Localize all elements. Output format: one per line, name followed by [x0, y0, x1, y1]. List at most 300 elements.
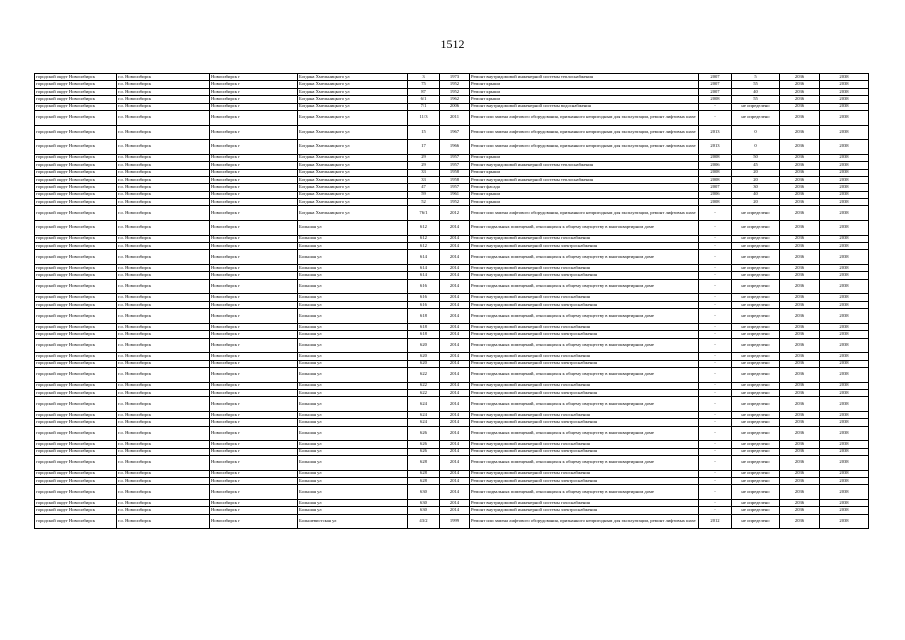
plan-start-year-cell: 2036	[780, 199, 820, 206]
street-cell: Большая ул	[298, 272, 408, 279]
house-number-cell: 624	[408, 419, 440, 426]
last-repair-year-cell: -	[699, 265, 732, 272]
street-cell: Богдана Хмельницкого ул	[298, 81, 408, 88]
house-number-cell: 622	[408, 389, 440, 396]
settlement-cell: г.о. Новосибирск	[117, 500, 210, 507]
wear-percent-cell: не определено	[732, 221, 780, 236]
street-cell: Большая ул	[298, 323, 408, 330]
table-row	[35, 265, 869, 272]
municipality-cell: городской округ Новосибирск	[35, 191, 117, 198]
build-year-cell: 2011	[440, 110, 470, 125]
plan-end-year-cell: 2038	[820, 96, 869, 103]
plan-end-year-cell: 2038	[820, 448, 869, 455]
municipality-cell: городской округ Новосибирск	[35, 154, 117, 161]
build-year-cell: 1952	[440, 88, 470, 95]
municipality-cell: городской округ Новосибирск	[35, 514, 117, 529]
plan-end-year-cell: 2038	[820, 110, 869, 125]
street-cell: Большая ул	[298, 243, 408, 250]
work-type-cell: Ремонт внутридомовой инженерной системы газоснабжения	[470, 382, 699, 389]
wear-percent-cell: не определено	[732, 103, 780, 110]
work-type-cell: Ремонт крыши	[470, 154, 699, 161]
street-cell: Богдана Хмельницкого ул	[298, 191, 408, 198]
municipality-cell: городской округ Новосибирск	[35, 426, 117, 441]
city-cell: Новосибирск г	[210, 426, 298, 441]
table-row	[35, 154, 869, 161]
wear-percent-cell: 20	[732, 169, 780, 176]
plan-end-year-cell: 2038	[820, 301, 869, 308]
street-cell: Большая ул	[298, 294, 408, 301]
municipality-cell: городской округ Новосибирск	[35, 162, 117, 169]
wear-percent-cell: 20	[732, 176, 780, 183]
plan-start-year-cell: 2036	[780, 96, 820, 103]
plan-start-year-cell: 2036	[780, 103, 820, 110]
last-repair-year-cell: -	[699, 235, 732, 242]
build-year-cell: 1952	[440, 81, 470, 88]
table-row	[35, 426, 869, 441]
plan-end-year-cell: 2038	[820, 456, 869, 471]
wear-percent-cell: не определено	[732, 272, 780, 279]
page-number: 1512	[440, 37, 465, 51]
plan-end-year-cell: 2038	[820, 419, 869, 426]
street-cell: Богдана Хмельницкого ул	[298, 162, 408, 169]
build-year-cell: 2014	[440, 500, 470, 507]
plan-end-year-cell: 2038	[820, 81, 869, 88]
house-number-cell: 7/1	[408, 103, 440, 110]
work-type-cell: Ремонт внутридомовой инженерной системы электроснабжения	[470, 301, 699, 308]
table-row	[35, 169, 869, 176]
build-year-cell: 2014	[440, 485, 470, 500]
build-year-cell: 2014	[440, 272, 470, 279]
plan-start-year-cell: 2036	[780, 235, 820, 242]
last-repair-year-cell: 2007	[699, 88, 732, 95]
build-year-cell: 1958	[440, 169, 470, 176]
last-repair-year-cell: -	[699, 485, 732, 500]
plan-end-year-cell: 2038	[820, 154, 869, 161]
municipality-cell: городской округ Новосибирск	[35, 125, 117, 140]
plan-end-year-cell: 2038	[820, 353, 869, 360]
plan-start-year-cell: 2036	[780, 507, 820, 514]
work-type-cell: Ремонт внутридомовой инженерной системы электроснабжения	[470, 478, 699, 485]
house-number-cell: 29	[408, 162, 440, 169]
table-row	[35, 184, 869, 191]
street-cell: Большевистская ул	[298, 514, 408, 529]
table-row	[35, 389, 869, 396]
build-year-cell: 2014	[440, 419, 470, 426]
street-cell: Большая ул	[298, 353, 408, 360]
street-cell: Богдана Хмельницкого ул	[298, 103, 408, 110]
last-repair-year-cell: -	[699, 448, 732, 455]
last-repair-year-cell: 2008	[699, 176, 732, 183]
city-cell: Новосибирск г	[210, 367, 298, 382]
city-cell: Новосибирск г	[210, 382, 298, 389]
street-cell: Богдана Хмельницкого ул	[298, 74, 408, 81]
work-type-cell: Ремонт подвальных помещений, относящихся к общему имуществу в многоквартирном доме	[470, 338, 699, 353]
municipality-cell: городской округ Новосибирск	[35, 441, 117, 448]
street-cell: Большая ул	[298, 367, 408, 382]
plan-start-year-cell: 2036	[780, 367, 820, 382]
plan-end-year-cell: 2038	[820, 411, 869, 418]
plan-end-year-cell: 2038	[820, 323, 869, 330]
plan-start-year-cell: 2036	[780, 411, 820, 418]
street-cell: Большая ул	[298, 389, 408, 396]
table-row	[35, 470, 869, 477]
wear-percent-cell: не определено	[732, 323, 780, 330]
build-year-cell: 1961	[440, 191, 470, 198]
plan-end-year-cell: 2038	[820, 470, 869, 477]
last-repair-year-cell: -	[699, 323, 732, 330]
plan-end-year-cell: 2038	[820, 265, 869, 272]
city-cell: Новосибирск г	[210, 338, 298, 353]
street-cell: Большая ул	[298, 360, 408, 367]
house-number-cell: 618	[408, 331, 440, 338]
build-year-cell: 1999	[440, 514, 470, 529]
plan-end-year-cell: 2038	[820, 221, 869, 236]
municipality-cell: городской округ Новосибирск	[35, 103, 117, 110]
house-number-cell: 614	[408, 272, 440, 279]
plan-start-year-cell: 2036	[780, 382, 820, 389]
wear-percent-cell: 50	[732, 154, 780, 161]
settlement-cell: г.о. Новосибирск	[117, 199, 210, 206]
build-year-cell: 1967	[440, 125, 470, 140]
work-type-cell: Ремонт подвальных помещений, относящихся к общему имуществу в многоквартирном доме	[470, 221, 699, 236]
street-cell: Богдана Хмельницкого ул	[298, 184, 408, 191]
build-year-cell: 1957	[440, 184, 470, 191]
municipality-cell: городской округ Новосибирск	[35, 331, 117, 338]
work-type-cell: Ремонт подвальных помещений, относящихся к общему имуществу в многоквартирном доме	[470, 250, 699, 265]
plan-start-year-cell: 2036	[780, 221, 820, 236]
street-cell: Большая ул	[298, 221, 408, 236]
municipality-cell: городской округ Новосибирск	[35, 184, 117, 191]
work-type-cell: Ремонт крыши	[470, 88, 699, 95]
street-cell: Богдана Хмельницкого ул	[298, 154, 408, 161]
city-cell: Новосибирск г	[210, 235, 298, 242]
settlement-cell: г.о. Новосибирск	[117, 426, 210, 441]
plan-start-year-cell: 2036	[780, 485, 820, 500]
work-type-cell: Ремонт или замена лифтового оборудования, признанного непригодным для эксплуатации, ремонт лифтовых шахт	[470, 514, 699, 529]
build-year-cell: 2014	[440, 301, 470, 308]
street-cell: Большая ул	[298, 309, 408, 324]
build-year-cell: 2014	[440, 367, 470, 382]
municipality-cell: городской округ Новосибирск	[35, 96, 117, 103]
settlement-cell: г.о. Новосибирск	[117, 74, 210, 81]
last-repair-year-cell: 2008	[699, 154, 732, 161]
municipality-cell: городской округ Новосибирск	[35, 323, 117, 330]
table-row	[35, 140, 869, 155]
table-row	[35, 514, 869, 529]
house-number-cell: 622	[408, 367, 440, 382]
work-type-cell: Ремонт крыши	[470, 199, 699, 206]
plan-end-year-cell: 2038	[820, 74, 869, 81]
plan-start-year-cell: 2036	[780, 243, 820, 250]
settlement-cell: г.о. Новосибирск	[117, 456, 210, 471]
table-row	[35, 507, 869, 514]
street-cell: Богдана Хмельницкого ул	[298, 110, 408, 125]
wear-percent-cell: не определено	[732, 367, 780, 382]
settlement-cell: г.о. Новосибирск	[117, 191, 210, 198]
wear-percent-cell: не определено	[732, 448, 780, 455]
last-repair-year-cell: 2013	[699, 140, 732, 155]
work-type-cell: Ремонт внутридомовой инженерной системы газоснабжения	[470, 353, 699, 360]
street-cell: Большая ул	[298, 338, 408, 353]
municipality-cell: городской округ Новосибирск	[35, 360, 117, 367]
plan-start-year-cell: 2036	[780, 309, 820, 324]
house-number-cell: 11/3	[408, 110, 440, 125]
plan-end-year-cell: 2038	[820, 103, 869, 110]
table-row	[35, 309, 869, 324]
work-type-cell: Ремонт или замена лифтового оборудования, признанного непригодным для эксплуатации, ремонт лифтовых шахт	[470, 140, 699, 155]
house-number-cell: 626	[408, 448, 440, 455]
city-cell: Новосибирск г	[210, 88, 298, 95]
house-number-cell: 17	[408, 140, 440, 155]
house-number-cell: 630	[408, 500, 440, 507]
table-row	[35, 235, 869, 242]
build-year-cell: 1952	[440, 199, 470, 206]
city-cell: Новосибирск г	[210, 470, 298, 477]
plan-start-year-cell: 2036	[780, 397, 820, 412]
city-cell: Новосибирск г	[210, 199, 298, 206]
wear-percent-cell: не определено	[732, 206, 780, 221]
municipality-cell: городской округ Новосибирск	[35, 411, 117, 418]
last-repair-year-cell: -	[699, 500, 732, 507]
table-row	[35, 301, 869, 308]
municipality-cell: городской округ Новосибирск	[35, 88, 117, 95]
house-number-cell: 15	[408, 125, 440, 140]
municipality-cell: городской округ Новосибирск	[35, 456, 117, 471]
plan-start-year-cell: 2036	[780, 81, 820, 88]
last-repair-year-cell: -	[699, 272, 732, 279]
settlement-cell: г.о. Новосибирск	[117, 265, 210, 272]
plan-start-year-cell: 2036	[780, 456, 820, 471]
plan-start-year-cell: 2036	[780, 272, 820, 279]
plan-start-year-cell: 2036	[780, 162, 820, 169]
capital-repair-table	[34, 73, 869, 529]
house-number-cell: 75	[408, 81, 440, 88]
plan-end-year-cell: 2038	[820, 206, 869, 221]
city-cell: Новосибирск г	[210, 81, 298, 88]
house-number-cell: 612	[408, 235, 440, 242]
city-cell: Новосибирск г	[210, 162, 298, 169]
wear-percent-cell: не определено	[732, 411, 780, 418]
settlement-cell: г.о. Новосибирск	[117, 154, 210, 161]
municipality-cell: городской округ Новосибирск	[35, 140, 117, 155]
city-cell: Новосибирск г	[210, 110, 298, 125]
settlement-cell: г.о. Новосибирск	[117, 272, 210, 279]
last-repair-year-cell: -	[699, 456, 732, 471]
house-number-cell: 628	[408, 456, 440, 471]
build-year-cell: 1957	[440, 162, 470, 169]
municipality-cell: городской округ Новосибирск	[35, 243, 117, 250]
settlement-cell: г.о. Новосибирск	[117, 507, 210, 514]
street-cell: Большая ул	[298, 411, 408, 418]
plan-start-year-cell: 2036	[780, 265, 820, 272]
build-year-cell: 2014	[440, 353, 470, 360]
table-row	[35, 125, 869, 140]
plan-start-year-cell: 2036	[780, 88, 820, 95]
settlement-cell: г.о. Новосибирск	[117, 367, 210, 382]
work-type-cell: Ремонт подвальных помещений, относящихся к общему имуществу в многоквартирном доме	[470, 367, 699, 382]
settlement-cell: г.о. Новосибирск	[117, 103, 210, 110]
last-repair-year-cell: -	[699, 426, 732, 441]
house-number-cell: 29	[408, 154, 440, 161]
wear-percent-cell: не определено	[732, 309, 780, 324]
plan-start-year-cell: 2036	[780, 74, 820, 81]
settlement-cell: г.о. Новосибирск	[117, 243, 210, 250]
last-repair-year-cell: -	[699, 221, 732, 236]
last-repair-year-cell: 2007	[699, 81, 732, 88]
plan-end-year-cell: 2038	[820, 338, 869, 353]
work-type-cell: Ремонт внутридомовой инженерной системы теплоснабжения	[470, 176, 699, 183]
wear-percent-cell: не определено	[732, 507, 780, 514]
plan-end-year-cell: 2038	[820, 294, 869, 301]
table-row	[35, 243, 869, 250]
street-cell: Большая ул	[298, 500, 408, 507]
plan-end-year-cell: 2038	[820, 235, 869, 242]
build-year-cell: 1958	[440, 176, 470, 183]
table-row	[35, 397, 869, 412]
settlement-cell: г.о. Новосибирск	[117, 338, 210, 353]
settlement-cell: г.о. Новосибирск	[117, 478, 210, 485]
plan-start-year-cell: 2036	[780, 331, 820, 338]
settlement-cell: г.о. Новосибирск	[117, 360, 210, 367]
settlement-cell: г.о. Новосибирск	[117, 81, 210, 88]
street-cell: Большая ул	[298, 426, 408, 441]
settlement-cell: г.о. Новосибирск	[117, 88, 210, 95]
work-type-cell: Ремонт внутридомовой инженерной системы газоснабжения	[470, 323, 699, 330]
municipality-cell: городской округ Новосибирск	[35, 382, 117, 389]
house-number-cell: 33	[408, 169, 440, 176]
house-number-cell: 614	[408, 250, 440, 265]
last-repair-year-cell: -	[699, 243, 732, 250]
city-cell: Новосибирск г	[210, 96, 298, 103]
work-type-cell: Ремонт внутридомовой инженерной системы электроснабжения	[470, 507, 699, 514]
municipality-cell: городской округ Новосибирск	[35, 338, 117, 353]
municipality-cell: городской округ Новосибирск	[35, 176, 117, 183]
settlement-cell: г.о. Новосибирск	[117, 294, 210, 301]
work-type-cell: Ремонт внутридомовой инженерной системы газоснабжения	[470, 235, 699, 242]
house-number-cell: 76/1	[408, 206, 440, 221]
municipality-cell: городской округ Новосибирск	[35, 221, 117, 236]
plan-start-year-cell: 2036	[780, 191, 820, 198]
work-type-cell: Ремонт внутридомовой инженерной системы электроснабжения	[470, 243, 699, 250]
settlement-cell: г.о. Новосибирск	[117, 125, 210, 140]
street-cell: Богдана Хмельницкого ул	[298, 206, 408, 221]
wear-percent-cell: 30	[732, 184, 780, 191]
build-year-cell: 2006	[440, 103, 470, 110]
settlement-cell: г.о. Новосибирск	[117, 389, 210, 396]
plan-end-year-cell: 2038	[820, 500, 869, 507]
build-year-cell: 2012	[440, 206, 470, 221]
city-cell: Новосибирск г	[210, 478, 298, 485]
wear-percent-cell: не определено	[732, 456, 780, 471]
settlement-cell: г.о. Новосибирск	[117, 448, 210, 455]
build-year-cell: 2014	[440, 221, 470, 236]
municipality-cell: городской округ Новосибирск	[35, 301, 117, 308]
plan-end-year-cell: 2038	[820, 279, 869, 294]
last-repair-year-cell: -	[699, 331, 732, 338]
build-year-cell: 2014	[440, 448, 470, 455]
build-year-cell: 2014	[440, 279, 470, 294]
last-repair-year-cell: -	[699, 367, 732, 382]
table-row	[35, 279, 869, 294]
city-cell: Новосибирск г	[210, 419, 298, 426]
plan-start-year-cell: 2036	[780, 360, 820, 367]
build-year-cell: 1962	[440, 96, 470, 103]
street-cell: Большая ул	[298, 456, 408, 471]
city-cell: Новосибирск г	[210, 309, 298, 324]
wear-percent-cell: не определено	[732, 265, 780, 272]
wear-percent-cell: не определено	[732, 389, 780, 396]
work-type-cell: Ремонт внутридомовой инженерной системы электроснабжения	[470, 419, 699, 426]
work-type-cell: Ремонт внутридомовой инженерной системы теплоснабжения	[470, 162, 699, 169]
work-type-cell: Ремонт или замена лифтового оборудования, признанного непригодным для эксплуатации, ремонт лифтовых шахт	[470, 110, 699, 125]
wear-percent-cell: не определено	[732, 250, 780, 265]
plan-start-year-cell: 2036	[780, 448, 820, 455]
settlement-cell: г.о. Новосибирск	[117, 331, 210, 338]
work-type-cell: Ремонт крыши	[470, 81, 699, 88]
house-number-cell: 624	[408, 397, 440, 412]
municipality-cell: городской округ Новосибирск	[35, 279, 117, 294]
plan-start-year-cell: 2036	[780, 169, 820, 176]
build-year-cell: 1973	[440, 74, 470, 81]
settlement-cell: г.о. Новосибирск	[117, 441, 210, 448]
street-cell: Богдана Хмельницкого ул	[298, 169, 408, 176]
plan-start-year-cell: 2036	[780, 279, 820, 294]
street-cell: Богдана Хмельницкого ул	[298, 96, 408, 103]
settlement-cell: г.о. Новосибирск	[117, 169, 210, 176]
house-number-cell: 620	[408, 360, 440, 367]
settlement-cell: г.о. Новосибирск	[117, 176, 210, 183]
wear-percent-cell: 5	[732, 74, 780, 81]
table-row	[35, 250, 869, 265]
plan-end-year-cell: 2038	[820, 272, 869, 279]
plan-start-year-cell: 2036	[780, 470, 820, 477]
wear-percent-cell: не определено	[732, 294, 780, 301]
city-cell: Новосибирск г	[210, 301, 298, 308]
table-row	[35, 323, 869, 330]
plan-end-year-cell: 2038	[820, 441, 869, 448]
city-cell: Новосибирск г	[210, 411, 298, 418]
last-repair-year-cell: 2012	[699, 514, 732, 529]
wear-percent-cell: не определено	[732, 243, 780, 250]
house-number-cell: 59	[408, 191, 440, 198]
city-cell: Новосибирск г	[210, 221, 298, 236]
last-repair-year-cell: 2008	[699, 96, 732, 103]
wear-percent-cell: не определено	[732, 331, 780, 338]
settlement-cell: г.о. Новосибирск	[117, 162, 210, 169]
city-cell: Новосибирск г	[210, 243, 298, 250]
work-type-cell: Ремонт внутридомовой инженерной системы газоснабжения	[470, 294, 699, 301]
city-cell: Новосибирск г	[210, 140, 298, 155]
house-number-cell: 614	[408, 265, 440, 272]
house-number-cell: 620	[408, 338, 440, 353]
house-number-cell: 626	[408, 426, 440, 441]
work-type-cell: Ремонт крыши	[470, 169, 699, 176]
build-year-cell: 1957	[440, 154, 470, 161]
city-cell: Новосибирск г	[210, 250, 298, 265]
work-type-cell: Ремонт крыши	[470, 191, 699, 198]
last-repair-year-cell: -	[699, 206, 732, 221]
work-type-cell: Ремонт фасада	[470, 184, 699, 191]
city-cell: Новосибирск г	[210, 507, 298, 514]
settlement-cell: г.о. Новосибирск	[117, 235, 210, 242]
last-repair-year-cell: -	[699, 470, 732, 477]
build-year-cell: 2014	[440, 338, 470, 353]
build-year-cell: 2014	[440, 243, 470, 250]
plan-end-year-cell: 2038	[820, 184, 869, 191]
last-repair-year-cell: -	[699, 250, 732, 265]
street-cell: Большая ул	[298, 478, 408, 485]
table-row	[35, 191, 869, 198]
